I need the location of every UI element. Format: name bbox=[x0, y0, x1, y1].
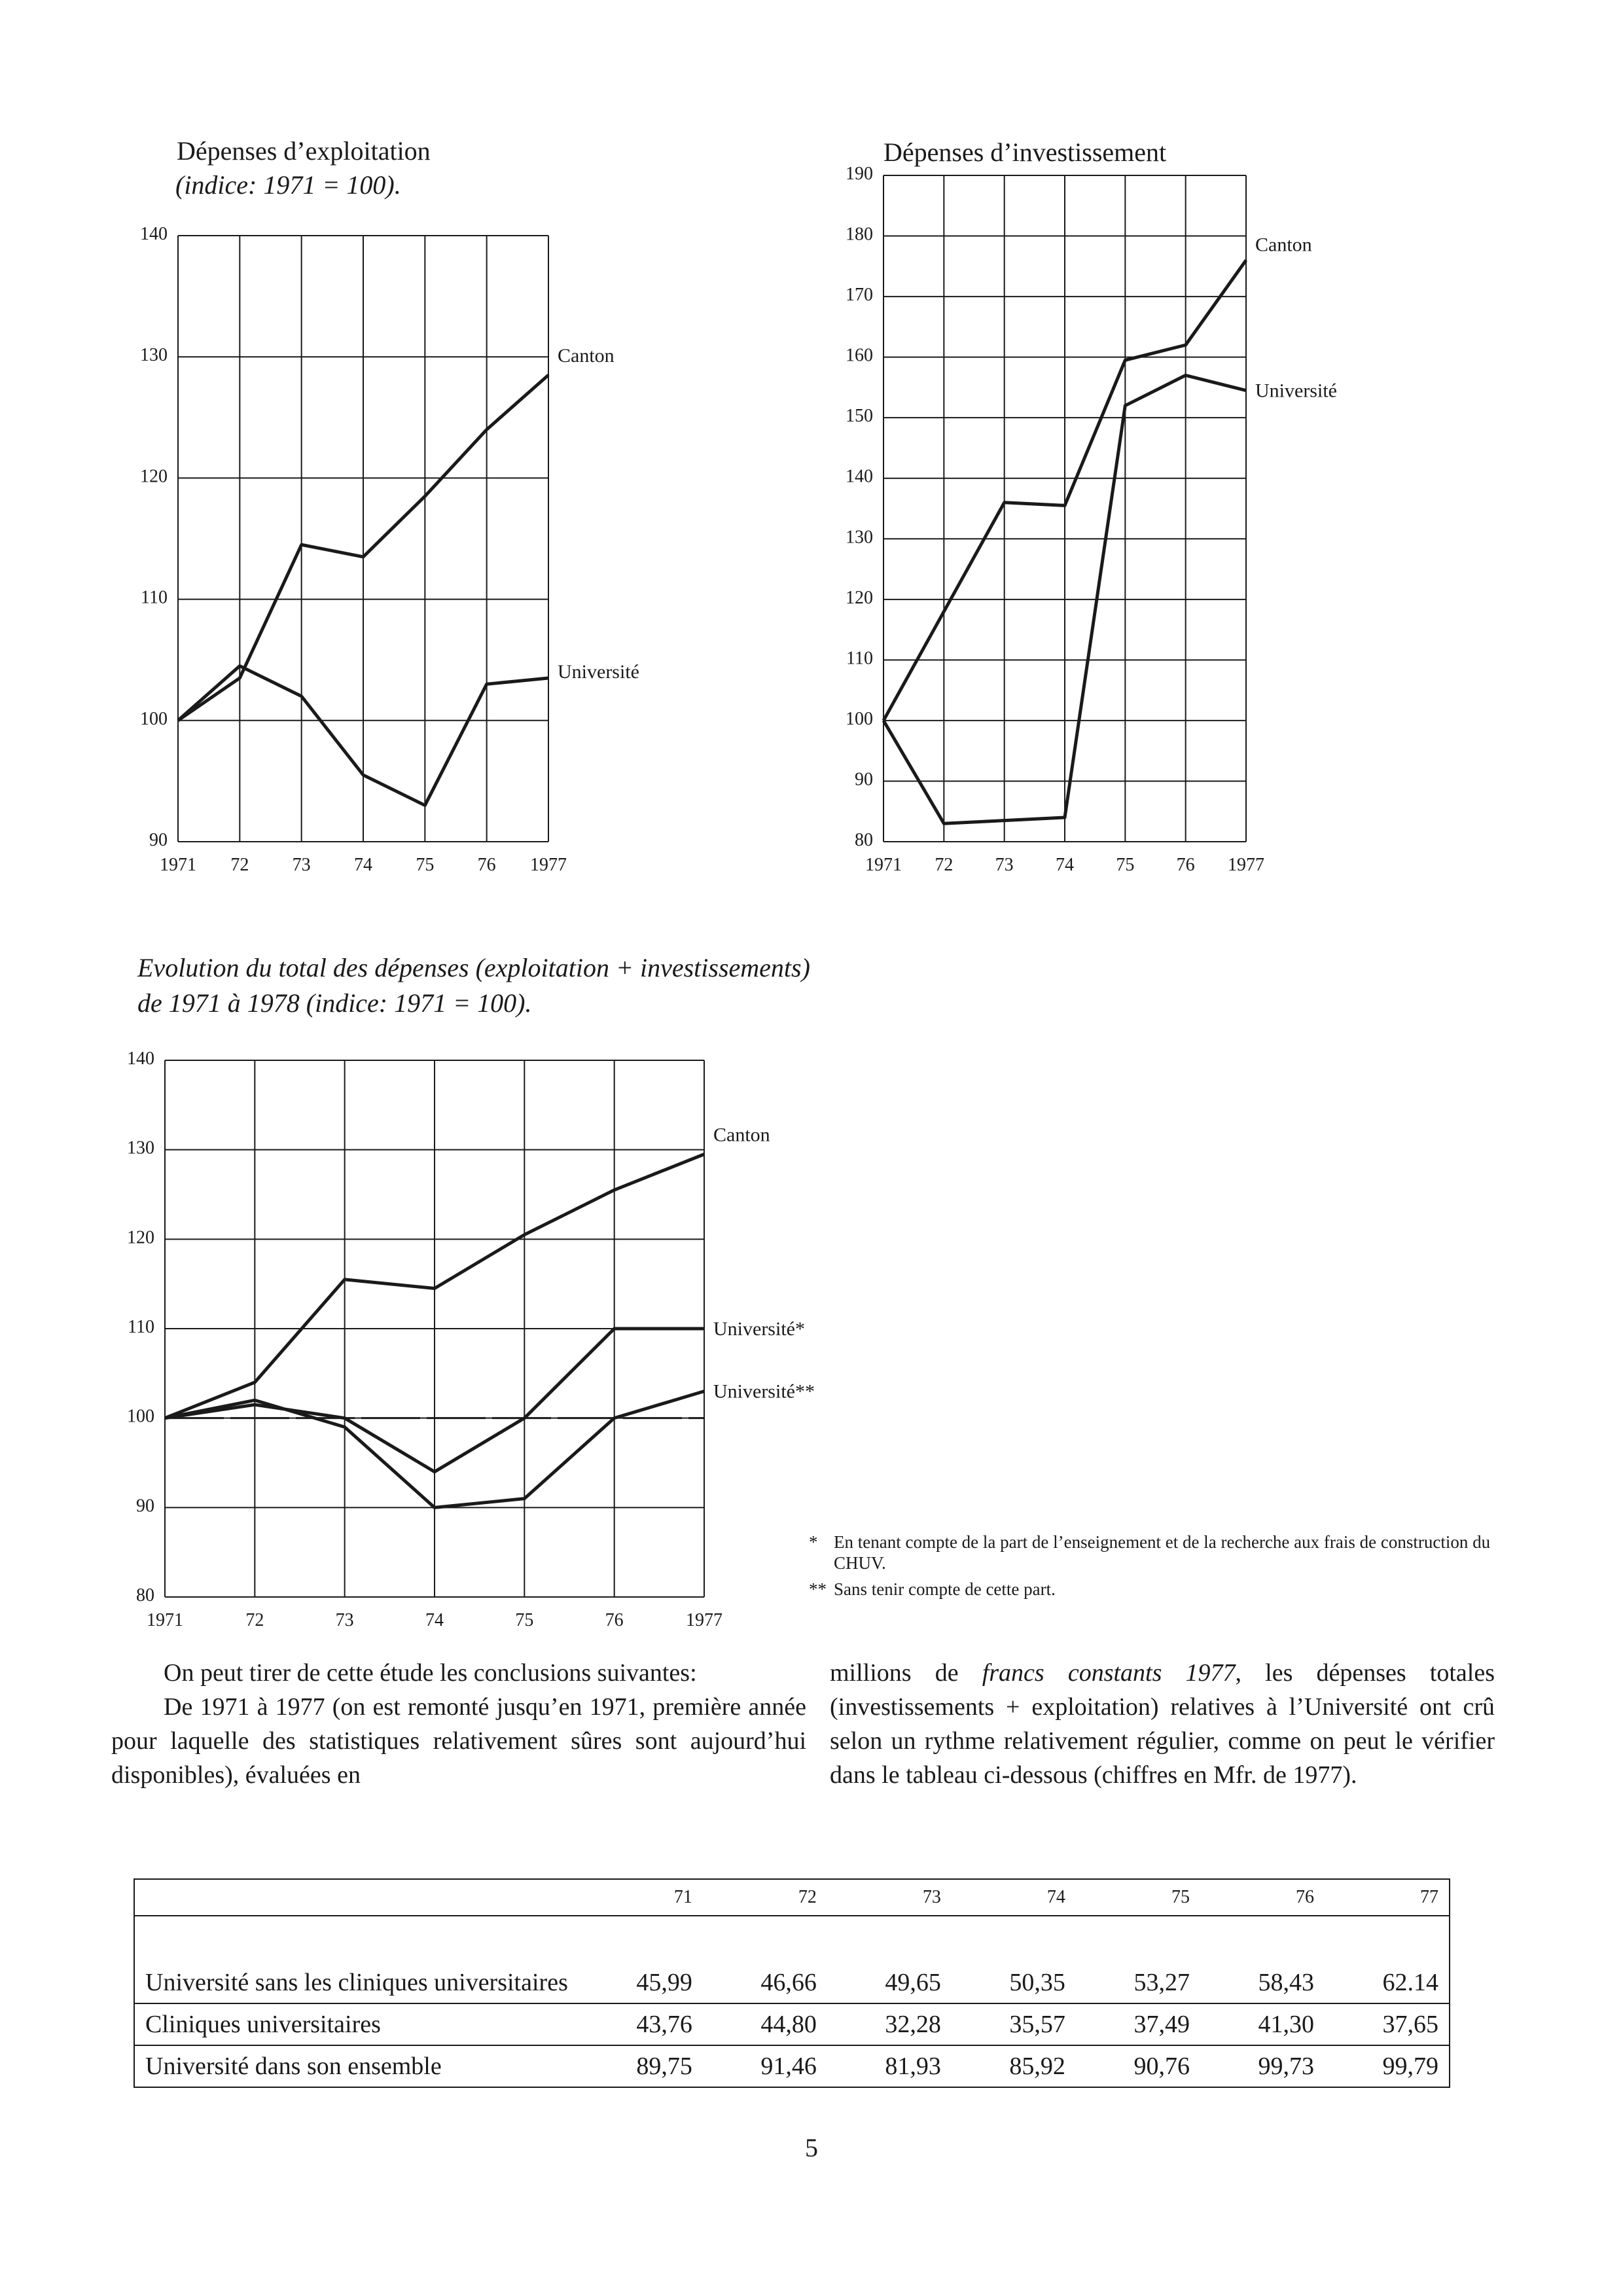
x-tick-label: 75 bbox=[1116, 855, 1135, 875]
x-tick-label: 74 bbox=[425, 1610, 444, 1630]
series-label: Université** bbox=[713, 1380, 815, 1403]
y-tick-label: 190 bbox=[846, 164, 873, 184]
x-tick-label: 1977 bbox=[530, 855, 567, 875]
y-tick-label: 90 bbox=[136, 1496, 154, 1516]
table-row bbox=[134, 2003, 1450, 2045]
y-tick-label: 110 bbox=[128, 1317, 154, 1337]
year-header: 73 bbox=[922, 1887, 941, 1907]
table-cell: 99,79 bbox=[1325, 2045, 1450, 2087]
x-tick-label: 73 bbox=[995, 855, 1014, 875]
table-cell: 46,66 bbox=[760, 1969, 817, 1996]
x-tick-label: 73 bbox=[335, 1610, 354, 1630]
table-header-row bbox=[134, 1879, 1450, 1916]
y-tick-label: 180 bbox=[846, 224, 873, 245]
table-cell: 62.14 bbox=[1382, 1969, 1438, 1996]
year-header: 76 bbox=[1295, 1887, 1314, 1907]
x-tick-label: 75 bbox=[515, 1610, 534, 1630]
series-label: Université bbox=[558, 660, 639, 683]
paragraph-conclusions: On peut tirer de cette étude les conclusions suivantes: bbox=[164, 1659, 697, 1687]
y-tick-label: 150 bbox=[846, 406, 873, 427]
x-tick-label: 76 bbox=[1176, 855, 1195, 875]
x-tick-label: 74 bbox=[1056, 855, 1074, 875]
y-tick-label: 110 bbox=[141, 587, 168, 608]
table-cell: 85,92 bbox=[952, 2045, 1076, 2087]
chart3-subtitle: de 1971 à 1978 (indice: 1971 = 100). bbox=[137, 988, 532, 1018]
chart1-subtitle: (indice: 1971 = 100). bbox=[175, 170, 401, 200]
table-cell: 37,65 bbox=[1325, 2003, 1450, 2045]
series-label: Université* bbox=[713, 1318, 805, 1340]
y-tick-label: 130 bbox=[846, 527, 873, 548]
table-cell: 89,75 bbox=[579, 2045, 703, 2087]
x-tick-label: 72 bbox=[230, 855, 249, 875]
paragraph-constant-francs: millions de francs constants 1977, les dépenses totales (investissements + exploitation) relatives à l’Université ont crû selon un rythme relativement régulier, comme on peut le vérifier dans le tableau ci-dessous (chiffres en Mfr. de 1977). bbox=[830, 1659, 1495, 1789]
footnote-2: ** Sans tenir compte de cette part. bbox=[809, 1579, 1056, 1599]
table-cell: 53,27 bbox=[1133, 1969, 1190, 1996]
table-cell: 81,93 bbox=[827, 2045, 952, 2087]
y-tick-label: 140 bbox=[846, 466, 873, 487]
table-cell: 41,30 bbox=[1200, 2003, 1325, 2045]
y-tick-label: 100 bbox=[140, 708, 168, 729]
chart-investment-expenses bbox=[753, 0, 1538, 903]
table-cell: 44,80 bbox=[703, 2003, 827, 2045]
series-label: Canton bbox=[713, 1124, 770, 1146]
x-tick-label: 1971 bbox=[865, 855, 902, 875]
footnote-1: * En tenant compte de la part de l’enseignement et de la recherche aux frais de construction du CHUV. bbox=[809, 1532, 1491, 1573]
y-tick-label: 140 bbox=[140, 224, 168, 244]
y-tick-label: 130 bbox=[127, 1138, 154, 1158]
y-tick-label: 90 bbox=[149, 830, 168, 850]
x-tick-label: 72 bbox=[245, 1610, 264, 1630]
y-tick-label: 100 bbox=[127, 1406, 154, 1427]
x-tick-label: 73 bbox=[292, 855, 311, 875]
paragraph-period: De 1971 à 1977 (on est remonté jusqu’en 1971, première année pour laquelle des statistiques relativement sûres sont aujourd’hui disponibles), évaluées en bbox=[111, 1693, 806, 1789]
row-label: Université sans les cliniques universitaires bbox=[145, 1969, 568, 1996]
series-label: Canton bbox=[558, 344, 615, 367]
footnotes bbox=[809, 1532, 1513, 1600]
table-cell: 91,46 bbox=[703, 2045, 827, 2087]
chart3-title: Evolution du total des dépenses (exploitation + investissements) bbox=[137, 953, 810, 982]
x-tick-label: 72 bbox=[935, 855, 954, 875]
table-cell: 90,76 bbox=[1076, 2045, 1200, 2087]
y-tick-label: 120 bbox=[846, 587, 873, 608]
row-label: Cliniques universitaires bbox=[134, 2003, 579, 2045]
table-cell: 50,35 bbox=[1009, 1969, 1065, 1996]
y-tick-label: 80 bbox=[136, 1585, 154, 1605]
y-tick-label: 130 bbox=[140, 345, 168, 366]
year-header: 71 bbox=[673, 1887, 692, 1907]
table-row bbox=[134, 1962, 1450, 2003]
table-cell: 43,76 bbox=[579, 2003, 703, 2045]
y-tick-label: 90 bbox=[855, 769, 873, 790]
series-label: Université bbox=[1255, 380, 1337, 402]
x-tick-label: 76 bbox=[605, 1610, 624, 1630]
table-cell: 49,65 bbox=[885, 1969, 941, 1996]
year-header: 75 bbox=[1171, 1887, 1190, 1907]
series-label: Canton bbox=[1255, 234, 1312, 256]
x-tick-label: 1977 bbox=[686, 1610, 722, 1630]
table-cell: 32,28 bbox=[827, 2003, 952, 2045]
right-column-text bbox=[830, 1656, 1495, 1792]
y-tick-label: 120 bbox=[140, 466, 168, 487]
y-tick-label: 140 bbox=[127, 1049, 154, 1069]
table-cell: 35,57 bbox=[952, 2003, 1076, 2045]
left-column-text bbox=[111, 1656, 806, 1792]
y-tick-label: 110 bbox=[846, 648, 873, 669]
page-number: 5 bbox=[805, 2133, 818, 2162]
y-tick-label: 100 bbox=[846, 708, 873, 729]
chart-total-expenses bbox=[0, 982, 851, 1649]
year-header: 72 bbox=[798, 1887, 817, 1907]
expenses-table bbox=[134, 1878, 1450, 2088]
x-tick-label: 1977 bbox=[1228, 855, 1264, 875]
year-header: 74 bbox=[1046, 1887, 1065, 1907]
chart2-title: Dépenses d’investissement bbox=[883, 137, 1167, 167]
y-tick-label: 120 bbox=[127, 1227, 154, 1248]
chart1-title: Dépenses d’exploitation bbox=[177, 136, 431, 166]
chart-operating-expenses bbox=[0, 0, 720, 903]
y-tick-label: 80 bbox=[855, 830, 873, 850]
table-cell: 37,49 bbox=[1076, 2003, 1200, 2045]
table-cell: 58,43 bbox=[1258, 1969, 1314, 1996]
y-tick-label: 160 bbox=[846, 345, 873, 366]
y-tick-label: 170 bbox=[846, 285, 873, 306]
table-row bbox=[134, 2045, 1450, 2087]
x-tick-label: 76 bbox=[477, 855, 496, 875]
table-cell: 45,99 bbox=[636, 1969, 692, 1996]
x-tick-label: 74 bbox=[354, 855, 372, 875]
x-tick-label: 1971 bbox=[160, 855, 196, 875]
table-cell: 99,73 bbox=[1200, 2045, 1325, 2087]
year-header: 77 bbox=[1420, 1887, 1438, 1907]
x-tick-label: 75 bbox=[416, 855, 435, 875]
row-label: Université dans son ensemble bbox=[134, 2045, 579, 2087]
x-tick-label: 1971 bbox=[147, 1610, 183, 1630]
